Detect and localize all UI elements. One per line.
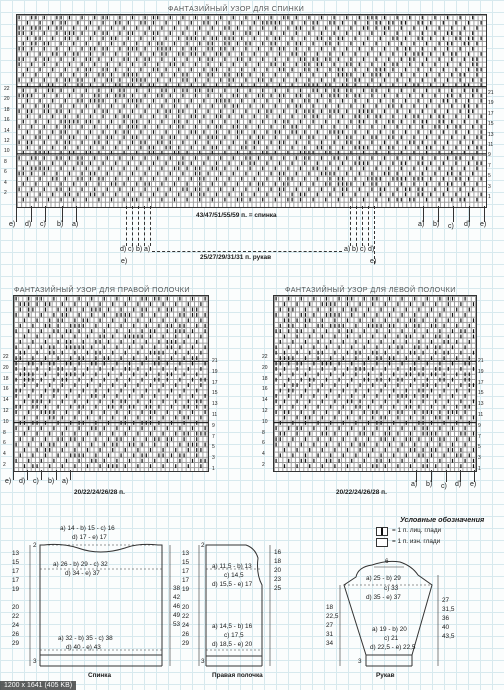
sleeve-right-heights: 27 31,5 36 40 43,5	[442, 597, 455, 640]
front-armhole-heights: 13 15 17 17 19	[182, 550, 190, 593]
back-top-width-1: a) 14 - b) 15 - c) 16	[60, 525, 115, 532]
back-neck-depth: 2	[33, 542, 37, 549]
sleeve-cuff-width-3: d) 22,5 - e) 22,5	[370, 644, 416, 651]
left-front-mark-c: c)	[441, 483, 447, 490]
right-front-mark-a: a)	[62, 478, 69, 485]
sleeve-mark-b-right: b)	[352, 246, 359, 253]
back-mark-b-right: b)	[433, 221, 440, 228]
sleeve-cuff-width-1: a) 19 - b) 20	[372, 626, 407, 633]
left-front-row-numbers-right: 21 19 17 15 13 11 9 7 5 3 1	[478, 358, 484, 472]
front-hem-width-3: d) 18,5 - e) 20	[212, 641, 253, 648]
back-chest-width-2: d) 34 - e) 37	[65, 570, 100, 577]
back-row-numbers-right: 21 19 17 15 13 11 9 7 5 3 1	[488, 90, 494, 201]
right-front-mark-e: e)	[5, 478, 12, 485]
back-hem-width-1: a) 32 - b) 35 - c) 38	[58, 635, 113, 642]
legend-knit-text: = 1 п. лиц. глади	[392, 527, 442, 534]
right-front-mark-d: d)	[19, 478, 26, 485]
back-row-numbers-left: 22 20 18 16 14 12 10 8 6 4 2	[4, 86, 10, 197]
back-side-heights: 20 22 24 26 29	[12, 604, 20, 647]
front-side-heights: 20 22 24 26 29	[182, 604, 190, 647]
left-front-mark-a: a)	[411, 481, 418, 488]
legend-purl-symbol	[376, 538, 388, 547]
legend-title: Условные обозначения	[400, 515, 485, 524]
front-piece-name: Правая полочка	[212, 672, 263, 679]
left-front-row-numbers-left: 22 20 18 16 14 12 10 8 6 4 2	[262, 354, 268, 468]
left-front-mark-d: d)	[455, 481, 462, 488]
back-hem-width-2: d) 40 - e) 43	[66, 644, 101, 651]
back-mark-c-left: c)	[40, 221, 46, 228]
back-chest-width-1: a) 26 - b) 29 - c) 32	[53, 561, 108, 568]
left-front-stitch-count: 20/22/24/26/28 п.	[336, 489, 387, 496]
back-mark-d-left: d)	[25, 221, 32, 228]
sleeve-width-3: d) 35 - e) 37	[366, 594, 401, 601]
back-top-width-2: d) 17 - e) 17	[72, 534, 107, 541]
back-mark-d-right: d)	[464, 221, 471, 228]
front-width-2: c) 14,5	[224, 572, 244, 579]
sleeve-cuff-width-2: c) 21	[384, 635, 399, 642]
sleeve-mark-e-left: e)	[121, 258, 128, 265]
sleeve-mark-d-left: d)	[120, 246, 127, 253]
sleeve-mark-c-right: c)	[360, 246, 366, 253]
back-pattern-title: ФАНТАЗИЙНЫЙ УЗОР ДЛЯ СПИНКИ	[168, 4, 305, 13]
sleeve-mark-d-right: d)	[368, 246, 375, 253]
front-hem-depth: 3	[201, 658, 205, 665]
sleeve-hem-depth: 3	[358, 658, 362, 665]
front-width-3: d) 15,5 - e) 17	[212, 581, 253, 588]
back-mark-a-left: a)	[72, 221, 79, 228]
sleeve-left-heights: 18 22,5 27 31 34	[326, 604, 339, 647]
legend-purl-text: = 1 п. изн. глади	[392, 538, 441, 545]
front-width-1: a) 11,5 - b) 13	[212, 563, 252, 570]
sleeve-mark-e-right: e)	[370, 258, 377, 265]
back-mark-c-right: c)	[448, 223, 454, 230]
back-hem-depth: 3	[33, 658, 37, 665]
front-hem-width-2: c) 17,5	[224, 632, 244, 639]
sleeve-mark-c-left: c)	[128, 246, 134, 253]
right-front-mark-c: c)	[33, 478, 39, 485]
left-front-mark-e: e)	[470, 481, 477, 488]
back-mark-e-right: e)	[480, 221, 487, 228]
back-total-heights: 38 42 46 49 53	[173, 585, 181, 628]
sleeve-piece-name: Рукав	[376, 672, 395, 679]
back-mark-b-left: b)	[57, 221, 64, 228]
sleeve-mark-a-left: a)	[144, 246, 151, 253]
sleeve-width-2: c) 33	[384, 585, 399, 592]
sleeve-mark-b-left: b)	[136, 246, 143, 253]
left-front-pattern-title: ФАНТАЗИЙНЫЙ УЗОР ДЛЯ ЛЕВОЙ ПОЛОЧКИ	[285, 285, 456, 294]
image-size-caption: 1200 x 1641 (405 KB)	[0, 681, 76, 690]
front-neck-depth: 2	[201, 542, 205, 549]
sleeve-width-1: a) 25 - b) 29	[366, 575, 401, 582]
left-front-mark-b: b)	[426, 481, 433, 488]
back-mark-a-right: a)	[418, 221, 425, 228]
right-front-pattern-title: ФАНТАЗИЙНЫЙ УЗОР ДЛЯ ПРАВОЙ ПОЛОЧКИ	[14, 285, 190, 294]
right-front-row-numbers-right: 21 19 17 15 13 11 9 7 5 3 1	[212, 358, 218, 472]
back-piece-name: Спинка	[88, 672, 112, 679]
right-front-mark-b: b)	[48, 478, 55, 485]
back-stitch-count: 43/47/51/55/59 п. = спинка	[196, 212, 277, 219]
front-total-heights: 16 18 20 23 25	[274, 549, 282, 592]
sleeve-mark-a-right: a)	[344, 246, 351, 253]
front-hem-width-1: a) 14,5 - b) 16	[212, 623, 253, 630]
right-front-stitch-count: 20/22/24/26/28 п.	[74, 489, 125, 496]
back-armhole-heights: 13 15 17 17 19	[12, 550, 20, 593]
sleeve-stitch-count: 25/27/29/31/31 п. рукав	[200, 254, 272, 261]
sleeve-cap-top: 6	[385, 558, 389, 565]
legend-knit-symbol	[376, 527, 388, 536]
right-front-row-numbers-left: 22 20 18 16 14 12 10 8 6 4 2	[3, 354, 9, 468]
back-mark-e-left: e)	[9, 221, 16, 228]
